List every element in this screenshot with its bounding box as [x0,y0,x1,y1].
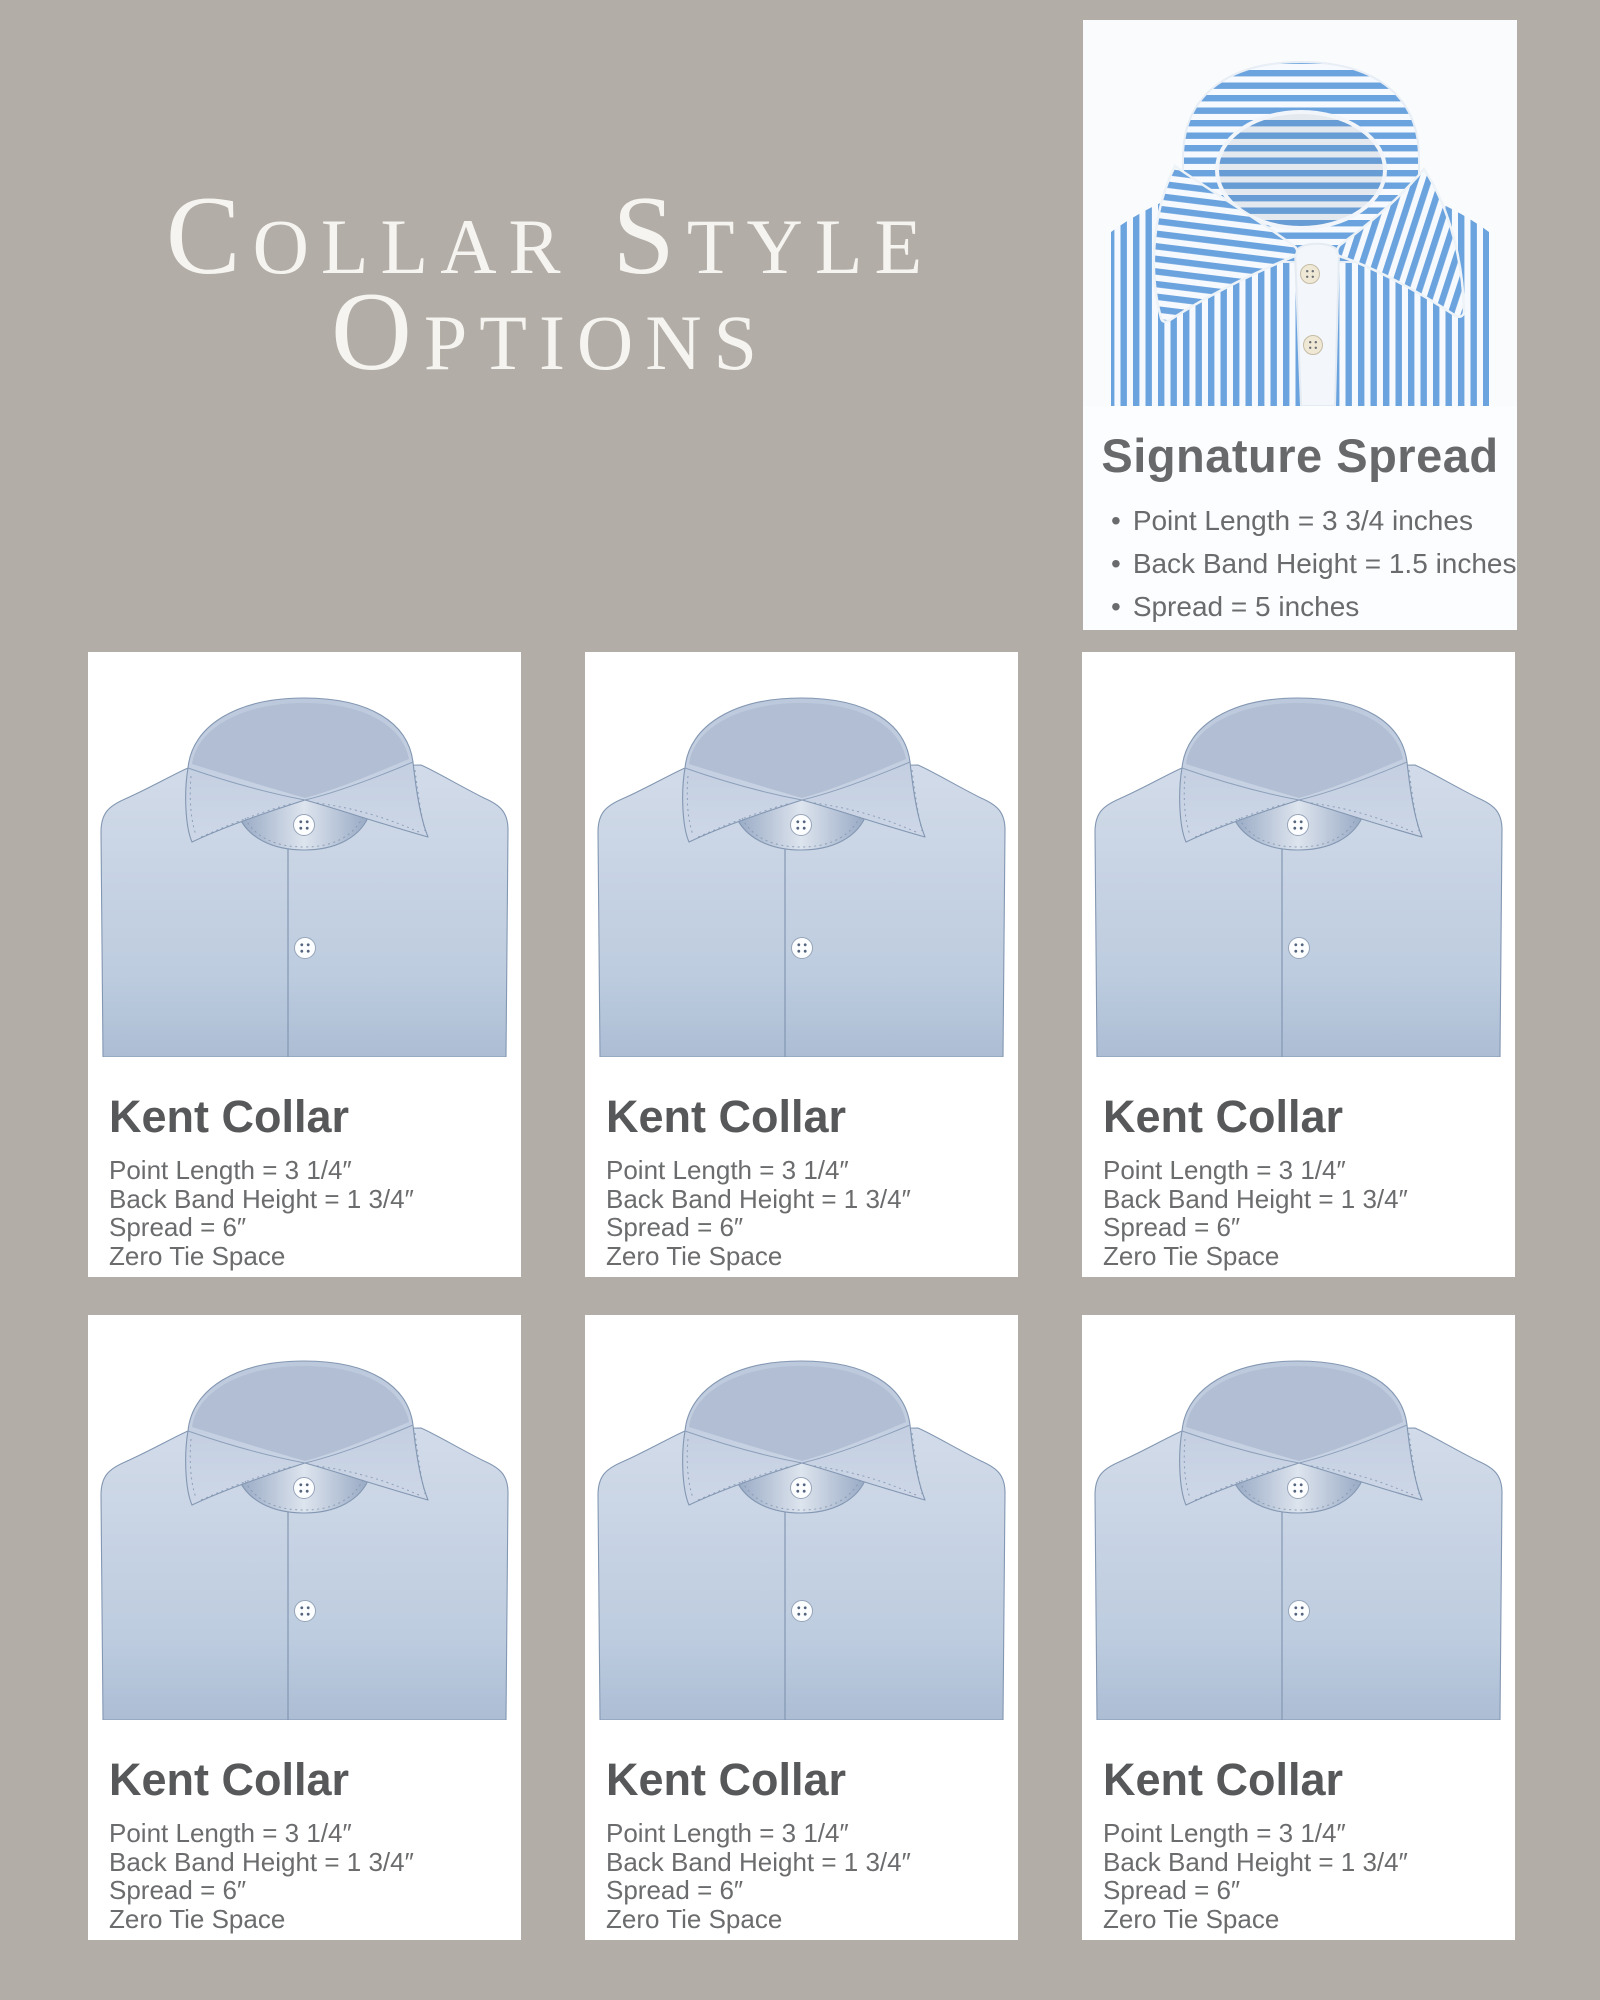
collar-illustration [1082,652,1515,1057]
page-title [20,174,1080,394]
spec-point-length: Point Length = 3 1/4″ [1103,1818,1346,1848]
spec-back-band-height: Back Band Height = 1 3/4″ [109,1846,414,1877]
collar-button-icon [1288,1478,1309,1499]
spec-point-length: Point Length = 3 1/4″ [1103,1155,1346,1185]
striped-shirt-photo [1083,20,1517,406]
bullet-icon: • [1111,548,1121,579]
signature-spread-card [1083,20,1517,630]
collar-spec-list [1103,1819,1515,1933]
spec-spread: Spread = 6″ [1103,1875,1241,1905]
collar-button-icon [791,1478,812,1499]
collar-style-card [88,652,521,1277]
collar-spec-list [109,1156,521,1270]
spec-tie-space: Zero Tie Space [1103,1240,1280,1271]
spec-tie-space: Zero Tie Space [1103,1903,1280,1934]
bullet-icon: • [1111,505,1121,536]
collar-style-card [1082,652,1515,1277]
collar-button-icon [294,1478,315,1499]
photo-collar-button-icon [1301,265,1320,284]
collar-button-icon [294,815,315,836]
spec-back-band-height: Back Band Height = 1 3/4″ [1103,1183,1408,1214]
spec-point-length: Point Length = 3 1/4″ [109,1818,352,1848]
collar-spec-list [109,1819,521,1933]
placket-button-icon [792,938,813,959]
spec-spread: Spread = 6″ [606,1875,744,1905]
collar-button-icon [1288,815,1309,836]
collar-button-icon [791,815,812,836]
collar-style-card [585,652,1018,1277]
collar-spec-list [606,1156,1018,1270]
spec-back-band-height: Back Band Height = 1 3/4″ [606,1183,911,1214]
collar-name: Kent Collar [1103,1754,1344,1805]
spec-spread: Spread = 6″ [109,1875,247,1905]
collar-style-card [1082,1315,1515,1940]
spec-point-length: Point Length = 3 1/4″ [606,1818,849,1848]
featured-spec-spread: • Spread = 5 inches [1111,591,1360,622]
featured-card-title: Signature Spread [1101,429,1499,482]
collar-illustration [1082,1315,1515,1720]
collar-illustration [88,1315,521,1720]
spec-spread: Spread = 6″ [606,1212,744,1242]
collar-name: Kent Collar [606,1091,847,1142]
spec-back-band-height: Back Band Height = 1 3/4″ [1103,1846,1408,1877]
spec-tie-space: Zero Tie Space [606,1903,783,1934]
featured-spec-back-band-height: • Back Band Height = 1.5 inches [1111,548,1517,579]
spec-tie-space: Zero Tie Space [109,1240,286,1271]
collar-illustration [585,1315,1018,1720]
collar-name: Kent Collar [109,1091,350,1142]
bullet-icon: • [1111,591,1121,622]
spec-back-band-height: Back Band Height = 1 3/4″ [109,1183,414,1214]
collar-illustration [88,652,521,1057]
spec-back-band-height: Back Band Height = 1 3/4″ [606,1846,911,1877]
collar-illustration [585,652,1018,1057]
collar-name: Kent Collar [109,1754,350,1805]
page-title-line2: Options [331,270,769,394]
featured-spec-point-length: • Point Length = 3 3/4 inches [1111,505,1473,536]
spec-spread: Spread = 6″ [109,1212,247,1242]
placket-button-icon [295,1601,316,1622]
collar-spec-list [606,1819,1018,1933]
spec-point-length: Point Length = 3 1/4″ [606,1155,849,1185]
page-title-line1: Collar Style [165,174,935,298]
spec-tie-space: Zero Tie Space [606,1240,783,1271]
photo-placket-button-icon [1304,336,1323,355]
collar-name: Kent Collar [1103,1091,1344,1142]
collar-name: Kent Collar [606,1754,847,1805]
featured-spec-list [1083,499,1517,628]
collar-cards-grid [88,652,1515,1940]
placket-button-icon [792,1601,813,1622]
spec-spread: Spread = 6″ [1103,1212,1241,1242]
spec-point-length: Point Length = 3 1/4″ [109,1155,352,1185]
placket-button-icon [1289,1601,1310,1622]
collar-spec-list [1103,1156,1515,1270]
collar-style-card [585,1315,1018,1940]
spec-tie-space: Zero Tie Space [109,1903,286,1934]
placket-button-icon [1289,938,1310,959]
collar-style-card [88,1315,521,1940]
placket-button-icon [295,938,316,959]
